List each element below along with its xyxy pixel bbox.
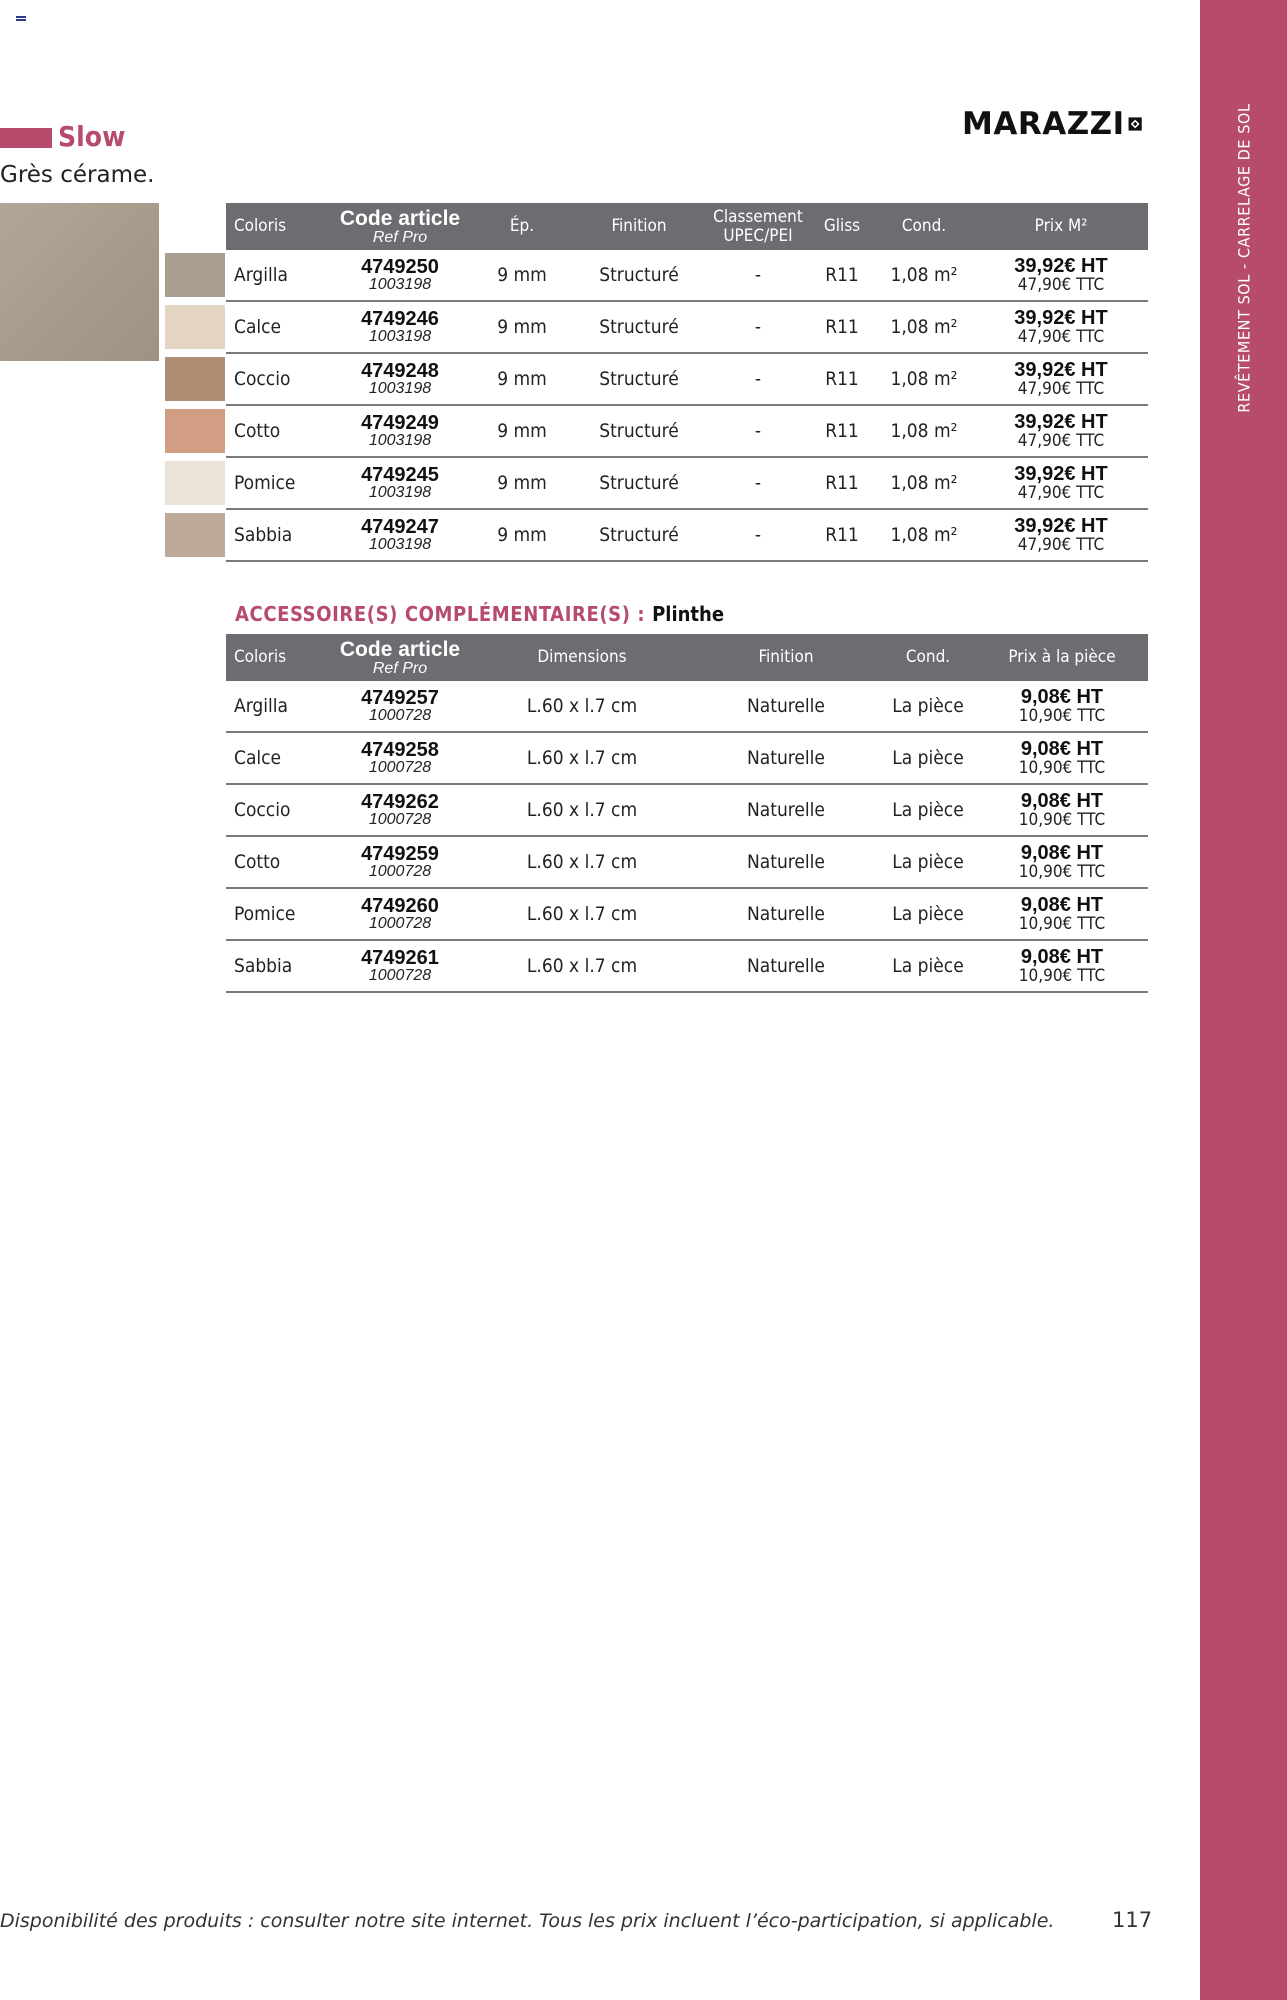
tiles-header-row (226, 203, 1148, 250)
cell-coloris: Argilla (226, 681, 328, 732)
swatch-argilla (165, 253, 225, 297)
cell-price-ht: 39,92€ HT (1014, 254, 1108, 277)
cell-prix (974, 405, 1148, 457)
table-row (226, 784, 1148, 836)
swatch-coccio (165, 357, 225, 401)
cell-classement: - (706, 250, 810, 301)
cell-coloris: Calce (226, 301, 328, 353)
col-coloris: Coloris (226, 203, 328, 250)
cell-cond: 1,08 m² (874, 353, 974, 405)
cell-prix (974, 301, 1148, 353)
cell-ref: 1000728 (368, 758, 432, 776)
cell-finition: Structuré (572, 405, 706, 457)
table-row (226, 301, 1148, 353)
col-gliss: Gliss (810, 203, 874, 250)
cell-cond: La pièce (880, 732, 976, 784)
cell-gliss: R11 (810, 509, 874, 561)
cell-code-article (328, 250, 472, 301)
cell-price-ttc: 10,90€ TTC (1018, 913, 1106, 934)
product-subtitle: Grès cérame. (0, 162, 155, 188)
cell-code: 4749248 (361, 359, 439, 382)
cell-price-ttc: 10,90€ TTC (1018, 757, 1106, 778)
cell-ep: 9 mm (472, 250, 572, 301)
table-row (226, 888, 1148, 940)
cell-code: 4749261 (361, 946, 439, 969)
cell-classement: - (706, 301, 810, 353)
cell-coloris: Pomice (226, 457, 328, 509)
cell-classement: - (706, 509, 810, 561)
cell-code-article (328, 301, 472, 353)
cell-dimensions: L.60 x l.7 cm (472, 732, 692, 784)
acc-col-finition: Finition (692, 634, 880, 681)
cell-dimensions: L.60 x l.7 cm (472, 940, 692, 992)
cell-prix (976, 681, 1148, 732)
product-title: Slow (58, 120, 126, 153)
cell-prix (976, 836, 1148, 888)
cell-classement: - (706, 405, 810, 457)
cell-price-ttc: 47,90€ TTC (1017, 482, 1105, 503)
cell-price-ht: 9,08€ HT (1020, 893, 1104, 916)
table-row (226, 509, 1148, 561)
page-number: 117 (1112, 1908, 1153, 1932)
cell-ref: 1003198 (368, 379, 432, 397)
cell-finition: Structuré (572, 250, 706, 301)
table-row (226, 250, 1148, 301)
cell-finition: Structuré (572, 301, 706, 353)
cell-ref: 1000728 (368, 966, 432, 984)
cell-coloris: Cotto (226, 405, 328, 457)
cell-ref: 1000728 (368, 706, 432, 724)
table-row (226, 353, 1148, 405)
cell-ref: 1003198 (368, 275, 432, 293)
cell-coloris: Cotto (226, 836, 328, 888)
cell-price-ht: 39,92€ HT (1014, 306, 1108, 329)
cell-code: 4749257 (361, 686, 439, 709)
col-finition: Finition (572, 203, 706, 250)
cell-coloris: Calce (226, 732, 328, 784)
cell-price-ht: 39,92€ HT (1014, 410, 1108, 433)
table-row (226, 457, 1148, 509)
cell-gliss: R11 (810, 457, 874, 509)
cell-code-article (328, 509, 472, 561)
cell-cond: La pièce (880, 888, 976, 940)
cell-ref: 1000728 (368, 810, 432, 828)
accessories-title (235, 602, 724, 626)
cell-code-article (328, 940, 472, 992)
cell-code-article (328, 888, 472, 940)
cell-code: 4749246 (361, 307, 439, 330)
cell-coloris: Coccio (226, 784, 328, 836)
cell-ep: 9 mm (472, 353, 572, 405)
cell-price-ttc: 47,90€ TTC (1017, 378, 1105, 399)
cell-price-ht: 9,08€ HT (1020, 841, 1104, 864)
cell-prix (976, 940, 1148, 992)
cell-coloris: Pomice (226, 888, 328, 940)
cell-prix (976, 784, 1148, 836)
cell-classement: - (706, 457, 810, 509)
cell-price-ttc: 47,90€ TTC (1017, 430, 1105, 451)
cell-cond: La pièce (880, 836, 976, 888)
cell-ep: 9 mm (472, 301, 572, 353)
cell-dimensions: L.60 x l.7 cm (472, 836, 692, 888)
cell-coloris: Argilla (226, 250, 328, 301)
brand-logo (962, 104, 1142, 144)
cell-coloris: Sabbia (226, 940, 328, 992)
cell-prix (974, 509, 1148, 561)
cell-ref: 1003198 (368, 483, 432, 501)
cell-price-ttc: 47,90€ TTC (1017, 534, 1105, 555)
brand-name: MARAZZI (962, 106, 1125, 142)
swatch-calce (165, 305, 225, 349)
acc-col-prix: Prix à la pièce (976, 634, 1148, 681)
cell-prix (974, 250, 1148, 301)
table-row (226, 836, 1148, 888)
cell-price-ttc: 47,90€ TTC (1017, 274, 1105, 295)
cell-cond: 1,08 m² (874, 250, 974, 301)
cell-code-article (328, 732, 472, 784)
tiles-table (226, 203, 1148, 562)
table-row (226, 681, 1148, 732)
swatch-pomice (165, 461, 225, 505)
accessories-table (226, 634, 1148, 993)
acc-col-code-article (328, 634, 472, 681)
cell-gliss: R11 (810, 353, 874, 405)
footer-note: Disponibilité des produits : consulter notre site internet. Tous les prix incluent l’éco-participation, si applicable. (0, 1910, 1055, 1932)
cell-prix (976, 888, 1148, 940)
swatch-cotto (165, 409, 225, 453)
cell-code-article (328, 784, 472, 836)
cell-code-article (328, 681, 472, 732)
cell-cond: 1,08 m² (874, 457, 974, 509)
cell-code: 4749245 (361, 463, 439, 486)
cell-price-ttc: 10,90€ TTC (1018, 965, 1106, 986)
cell-ep: 9 mm (472, 457, 572, 509)
cell-ref: 1003198 (368, 327, 432, 345)
cell-finition: Structuré (572, 457, 706, 509)
cell-price-ht: 9,08€ HT (1020, 737, 1104, 760)
cell-coloris: Sabbia (226, 509, 328, 561)
cell-price-ht: 9,08€ HT (1020, 685, 1104, 708)
acc-col-code-label: Code article (339, 637, 461, 661)
cell-ref: 1003198 (368, 431, 432, 449)
cell-gliss: R11 (810, 250, 874, 301)
col-classement-line1: Classement (713, 206, 803, 227)
cell-price-ttc: 10,90€ TTC (1018, 809, 1106, 830)
accessories-header-row (226, 634, 1148, 681)
acc-col-coloris: Coloris (226, 634, 328, 681)
col-ref-label: Ref Pro (372, 228, 428, 246)
col-classement (706, 203, 810, 250)
cell-price-ttc: 10,90€ TTC (1018, 861, 1106, 882)
cell-dimensions: L.60 x l.7 cm (472, 681, 692, 732)
col-prix: Prix M² (974, 203, 1148, 250)
cell-cond: 1,08 m² (874, 405, 974, 457)
table-row (226, 940, 1148, 992)
cell-code: 4749260 (361, 894, 439, 917)
cell-ref: 1000728 (368, 862, 432, 880)
cell-dimensions: L.60 x l.7 cm (472, 784, 692, 836)
cell-finition: Structuré (572, 509, 706, 561)
cell-price-ht: 39,92€ HT (1014, 358, 1108, 381)
col-code-label: Code article (339, 206, 461, 230)
col-cond: Cond. (874, 203, 974, 250)
cell-finition: Naturelle (692, 732, 880, 784)
cell-ep: 9 mm (472, 405, 572, 457)
cell-gliss: R11 (810, 405, 874, 457)
cell-code: 4749249 (361, 411, 439, 434)
cell-gliss: R11 (810, 301, 874, 353)
col-code-article (328, 203, 472, 250)
cell-code: 4749259 (361, 842, 439, 865)
menu-icon[interactable] (16, 16, 26, 24)
cell-code: 4749250 (361, 255, 439, 278)
acc-col-ref-label: Ref Pro (372, 659, 428, 677)
cell-cond: La pièce (880, 940, 976, 992)
cell-ref: 1003198 (368, 535, 432, 553)
cell-dimensions: L.60 x l.7 cm (472, 888, 692, 940)
cell-price-ttc: 10,90€ TTC (1018, 705, 1106, 726)
cell-prix (974, 353, 1148, 405)
accessories-label: ACCESSOIRE(S) COMPLÉMENTAIRE(S) : (235, 602, 646, 626)
acc-col-dimensions: Dimensions (472, 634, 692, 681)
table-row (226, 732, 1148, 784)
cell-prix (976, 732, 1148, 784)
cell-classement: - (706, 353, 810, 405)
side-banner-text: REVÊTEMENT SOL - CARRELAGE DE SOL (1234, 103, 1254, 413)
acc-col-cond: Cond. (880, 634, 976, 681)
hero-tile-image (0, 203, 159, 361)
cell-finition: Naturelle (692, 681, 880, 732)
col-ep: Ép. (472, 203, 572, 250)
cell-price-ht: 39,92€ HT (1014, 514, 1108, 537)
cell-cond: La pièce (880, 784, 976, 836)
cell-finition: Naturelle (692, 888, 880, 940)
cell-finition: Naturelle (692, 784, 880, 836)
table-row (226, 405, 1148, 457)
cell-cond: 1,08 m² (874, 301, 974, 353)
cell-code: 4749258 (361, 738, 439, 761)
cell-prix (974, 457, 1148, 509)
accessories-item: Plinthe (652, 602, 725, 626)
cell-price-ttc: 47,90€ TTC (1017, 326, 1105, 347)
cell-code-article (328, 353, 472, 405)
cell-finition: Naturelle (692, 940, 880, 992)
cell-code-article (328, 457, 472, 509)
cell-code-article (328, 405, 472, 457)
swatch-sabbia (165, 513, 225, 557)
title-accent-bar (0, 128, 52, 148)
cell-finition: Naturelle (692, 836, 880, 888)
cell-price-ht: 9,08€ HT (1020, 945, 1104, 968)
cell-code: 4749262 (361, 790, 439, 813)
cell-ref: 1000728 (368, 914, 432, 932)
marazzi-diamond-icon (1128, 111, 1142, 137)
cell-code: 4749247 (361, 515, 439, 538)
cell-cond: La pièce (880, 681, 976, 732)
cell-coloris: Coccio (226, 353, 328, 405)
cell-code-article (328, 836, 472, 888)
cell-price-ht: 39,92€ HT (1014, 462, 1108, 485)
col-classement-line2: UPEC/PEI (723, 225, 793, 246)
cell-price-ht: 9,08€ HT (1020, 789, 1104, 812)
cell-finition: Structuré (572, 353, 706, 405)
cell-ep: 9 mm (472, 509, 572, 561)
cell-cond: 1,08 m² (874, 509, 974, 561)
